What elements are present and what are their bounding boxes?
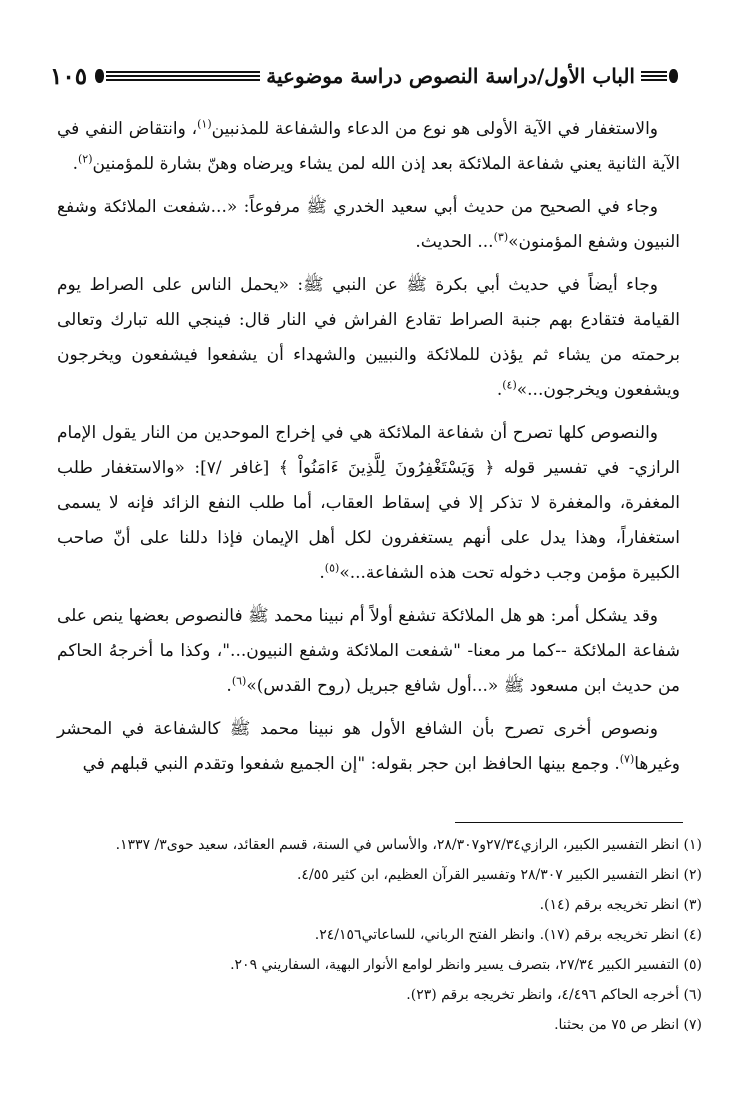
footnote: (٧) انظر ص ٧٥ من بحثنا. <box>554 1017 702 1033</box>
paragraph: وجاء أيضاً في حديث أبي بكرة ﷺ عن النبي ﷺ: «يحمل الناس على الصراط يوم القيامة فتقادع بهم جنبة الصراط تقادع الفراش في النار قال: فينجي الله تبارك وتعالى برحمته من يشاء ثم يؤذن للملائكة والنبيين والشهداء أن يشفعوا فيشفعون ويخرجون ويشفعون ويخرجون...»$^{(٤)}$. <box>57 275 680 400</box>
footnote: (٤) انظر تخريجه برقم (١٧). وانظر الفتح الرباني، للساعاتي٢٤/١٥٦. <box>314 927 702 943</box>
header-rule-right <box>641 70 667 82</box>
paragraph: والاستغفار في الآية الأولى هو نوع من الدعاء والشفاعة للمذنبين$^{(١)}$، وانتقاض النفي في الآية الثانية يعني شفاعة الملائكة بعد إذن الله لمن يشاء ويرضاه وهنّ بشارة للمؤمنين$^{(٢)}$. <box>57 117 680 174</box>
footnote-ref: (١) <box>197 117 212 131</box>
ornament-dot <box>669 69 678 83</box>
page-number: ١٠٥ <box>50 62 88 90</box>
footnote: (٣) انظر تخريجه برقم (١٤). <box>539 897 702 913</box>
footnote-ref: (٥) <box>324 561 340 575</box>
page-header <box>50 58 680 94</box>
footnote-separator <box>455 822 683 823</box>
footnote: (٦) أخرجه الحاكم ٤/٤٩٦، وانظر تخريجه برقم (٢٣). <box>406 987 702 1003</box>
footnotes <box>57 830 702 1040</box>
running-title: الباب الأول/دراسة النصوص دراسة موضوعية <box>266 64 635 88</box>
paragraph: والنصوص كلها تصرح أن شفاعة الملائكة هي في إخراج الموحدين من النار يقول الإمام الرازي- في تفسير قوله ﴿ وَيَسْتَغْفِرُونَ لِلَّذِينَ ءَامَنُواْ ﴾ [غافر /٧]: «والاستغفار طلب المغفرة، والمغفرة لا تذكر إلا في إسقاط العقاب، أما طلب النفع الزائد فإنه لا يسمى استغفاراً، وهذا يدل على أنهم يستغفرون لكل أهل الإيمان فإذا دللنا على أنّ صاحب الكبيرة مؤمن وجب دخوله تحت هذه الشفاعة...»$^{(٥)}$. <box>57 423 680 583</box>
main-text <box>57 112 680 790</box>
footnote-ref: (٣) <box>493 230 509 244</box>
paragraph: ونصوص أخرى تصرح بأن الشافع الأول هو نبينا محمد ﷺ كالشفاعة في المحشر وغيرها$^{(٧)}$. وجمع بينها الحافظ ابن حجر بقوله: "إن الجميع شفعوا وتقدم النبي قبلهم في <box>57 719 680 774</box>
footnote-ref: (٧) <box>619 752 635 766</box>
header-rule-left <box>106 70 260 82</box>
footnote: (٥) التفسير الكبير ٢٧/٣٤، بتصرف يسير وانظر لوامع الأنوار البهية، السفاريني ٢٠٩. <box>230 957 702 973</box>
footnote-ref: (٤) <box>502 378 517 392</box>
footnote: (٢) انظر التفسير الكبير ٢٨/٣٠٧ وتفسير القرآن العظيم، ابن كثير ٤/٥٥. <box>296 867 702 883</box>
ornament-dot <box>95 69 104 83</box>
footnote-ref: (٦) <box>231 674 247 688</box>
footnote-ref: (٢) <box>77 152 93 166</box>
footnote: (١) انظر التفسير الكبير، الرازي٢٧/٣٤و٢٨/٣٠٧، والأساس في السنة، قسم العقائد، سعيد حوى٣/ ١٣٣٧. <box>115 837 702 853</box>
paragraph: وجاء في الصحيح من حديث أبي سعيد الخدري ﷺ مرفوعاً: «...شفعت الملائكة وشفع النبيون وشفع المؤمنون»$^{(٣)}$... الحديث. <box>57 197 680 252</box>
paragraph: وقد يشكل أمر: هو هل الملائكة تشفع أولاً أم نبينا محمد ﷺ فالنصوص بعضها ينص على شفاعة الملائكة --كما مر معنا- "شفعت الملائكة وشفع النبيون..."، وكذا ما أخرجهُ الحاكم من حديث ابن مسعود ﷺ «...أول شافع جبريل (روح القدس)»$^{(٦)}$. <box>57 606 680 696</box>
